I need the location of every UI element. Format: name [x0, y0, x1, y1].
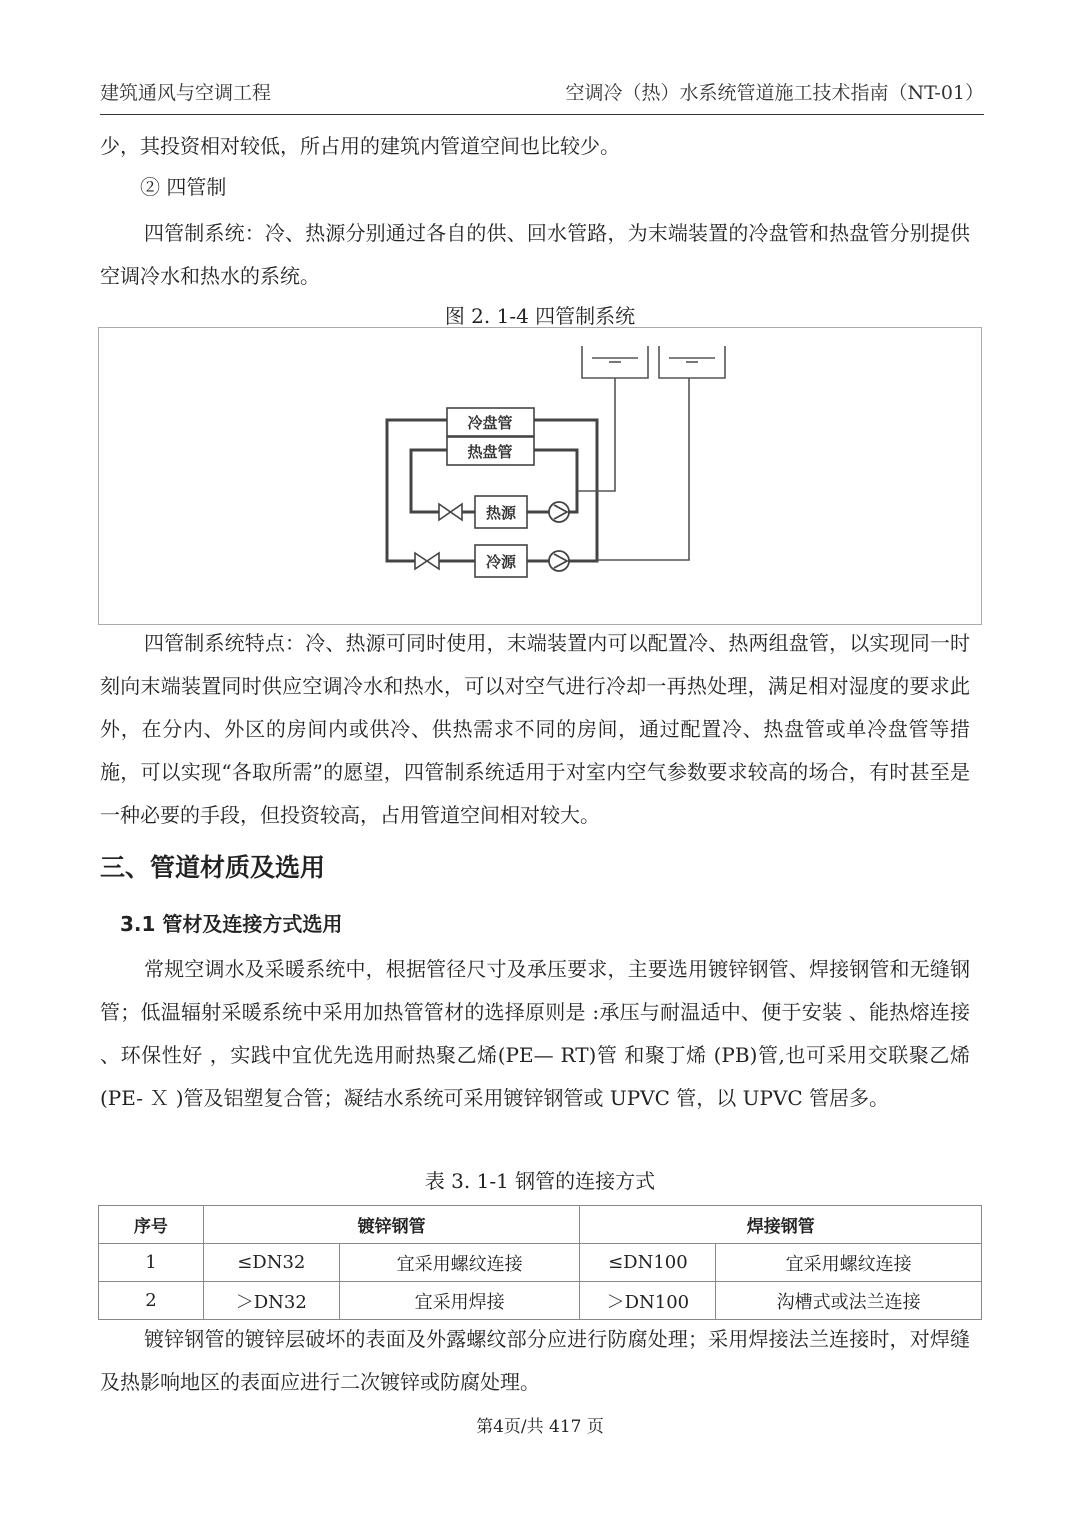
valve-icon — [415, 553, 439, 569]
page-number: 第4页/共 417 页 — [476, 1417, 604, 1437]
table-row — [99, 1282, 982, 1320]
paragraph-four-pipe-definition: 四管制系统：冷、热源分别通过各自的供、回水管路，为末端装置的冷盘管和热盘管分别提供空调冷水和热水的系统。 — [100, 221, 970, 288]
heat-source-label: 热源 — [485, 504, 517, 522]
hot-supply-pipe — [411, 450, 447, 512]
paragraph-pipe-material: 常规空调水及采暖系统中，根据管径尺寸及承压要求，主要选用镀锌钢管、焊接钢管和无缝钢管；低温辐射采暖系统中采用加热管管材的选择原则是 :承压与耐温适中、便于安装 、能热熔连接 、环保性好 ，实践中宜优先选用耐热聚乙烯(PE— RT)管 和聚丁烯 (PB)管,也可采用交联聚乙烯(PE- Ｘ )管及铝塑复合管；凝结水系统可采用镀锌钢管或 UPVC 管，以 UPVC 管居多。 — [100, 957, 970, 1110]
paragraph-continuation: 少，其投资相对较低，所占用的建筑内管道空间也比较少。 — [100, 134, 620, 158]
table-cell: ＞DN100 — [580, 1282, 716, 1320]
subsection-four-pipe: ② 四管制 — [140, 175, 227, 199]
table-cell: 1 — [99, 1244, 204, 1282]
table-cell: 宜采用螺纹连接 — [716, 1244, 982, 1282]
cold-coil-label: 冷盘管 — [467, 414, 513, 432]
table-cell: 宜采用焊接 — [339, 1282, 580, 1320]
paragraph-anticorrosion: 镀锌钢管的镀锌层破坏的表面及外露螺纹部分应进行防腐处理；采用焊接法兰连接时，对焊缝及热影响地区的表面应进行二次镀锌或防腐处理。 — [100, 1327, 970, 1394]
table-cell: 沟槽式或法兰连接 — [716, 1282, 982, 1320]
table-cell: ≤DN32 — [203, 1244, 339, 1282]
header-left-title: 建筑通风与空调工程 — [100, 82, 272, 104]
header-cell-galvanized: 镀锌钢管 — [203, 1206, 580, 1244]
table-row — [99, 1244, 982, 1282]
figure-caption: 图 2. 1-4 四管制系统 — [444, 304, 636, 328]
four-pipe-system-figure — [98, 327, 982, 625]
hot-coil-label: 热盘管 — [467, 443, 513, 461]
table-cell: 2 — [99, 1282, 204, 1320]
valve-icon — [439, 504, 462, 520]
cold-source-label: 冷源 — [485, 553, 517, 571]
table-caption: 表 3. 1-1 钢管的连接方式 — [424, 1169, 656, 1193]
steel-pipe-connection-table — [98, 1205, 982, 1320]
paragraph-four-pipe-features: 四管制系统特点：冷、热源可同时使用，末端装置内可以配置冷、热两组盘管，以实现同一时刻向末端装置同时供应空调冷水和热水，可以对空气进行冷却一再热处理，满足相对湿度的要求此外，在分内、外区的房间内或供冷、供热需求不同的房间，通过配置冷、热盘管或单冷盘管等措施，可以实现“各取所需”的愿望，四管制系统适用于对室内空气参数要求较高的场合，有时甚至是一种必要的手段，但投资较高，占用管道空间相对较大。 — [100, 631, 970, 827]
table-cell: ≤DN100 — [580, 1244, 716, 1282]
table-cell: 宜采用螺纹连接 — [339, 1244, 580, 1282]
table-header-row — [99, 1206, 982, 1244]
header-cell-index: 序号 — [99, 1206, 204, 1244]
table-cell: ＞DN32 — [203, 1282, 339, 1320]
subsection-heading: 3.1 管材及连接方式选用 — [120, 912, 343, 936]
four-pipe-diagram — [99, 328, 983, 626]
tank-2-connection — [597, 378, 689, 560]
page-header — [100, 76, 984, 115]
cold-supply-pipe — [387, 420, 447, 561]
header-right-title: 空调冷（热）水系统管道施工技术指南（NT-01） — [565, 82, 984, 104]
header-cell-welded: 焊接钢管 — [580, 1206, 982, 1244]
section-heading: 三、管道材质及选用 — [100, 853, 326, 882]
